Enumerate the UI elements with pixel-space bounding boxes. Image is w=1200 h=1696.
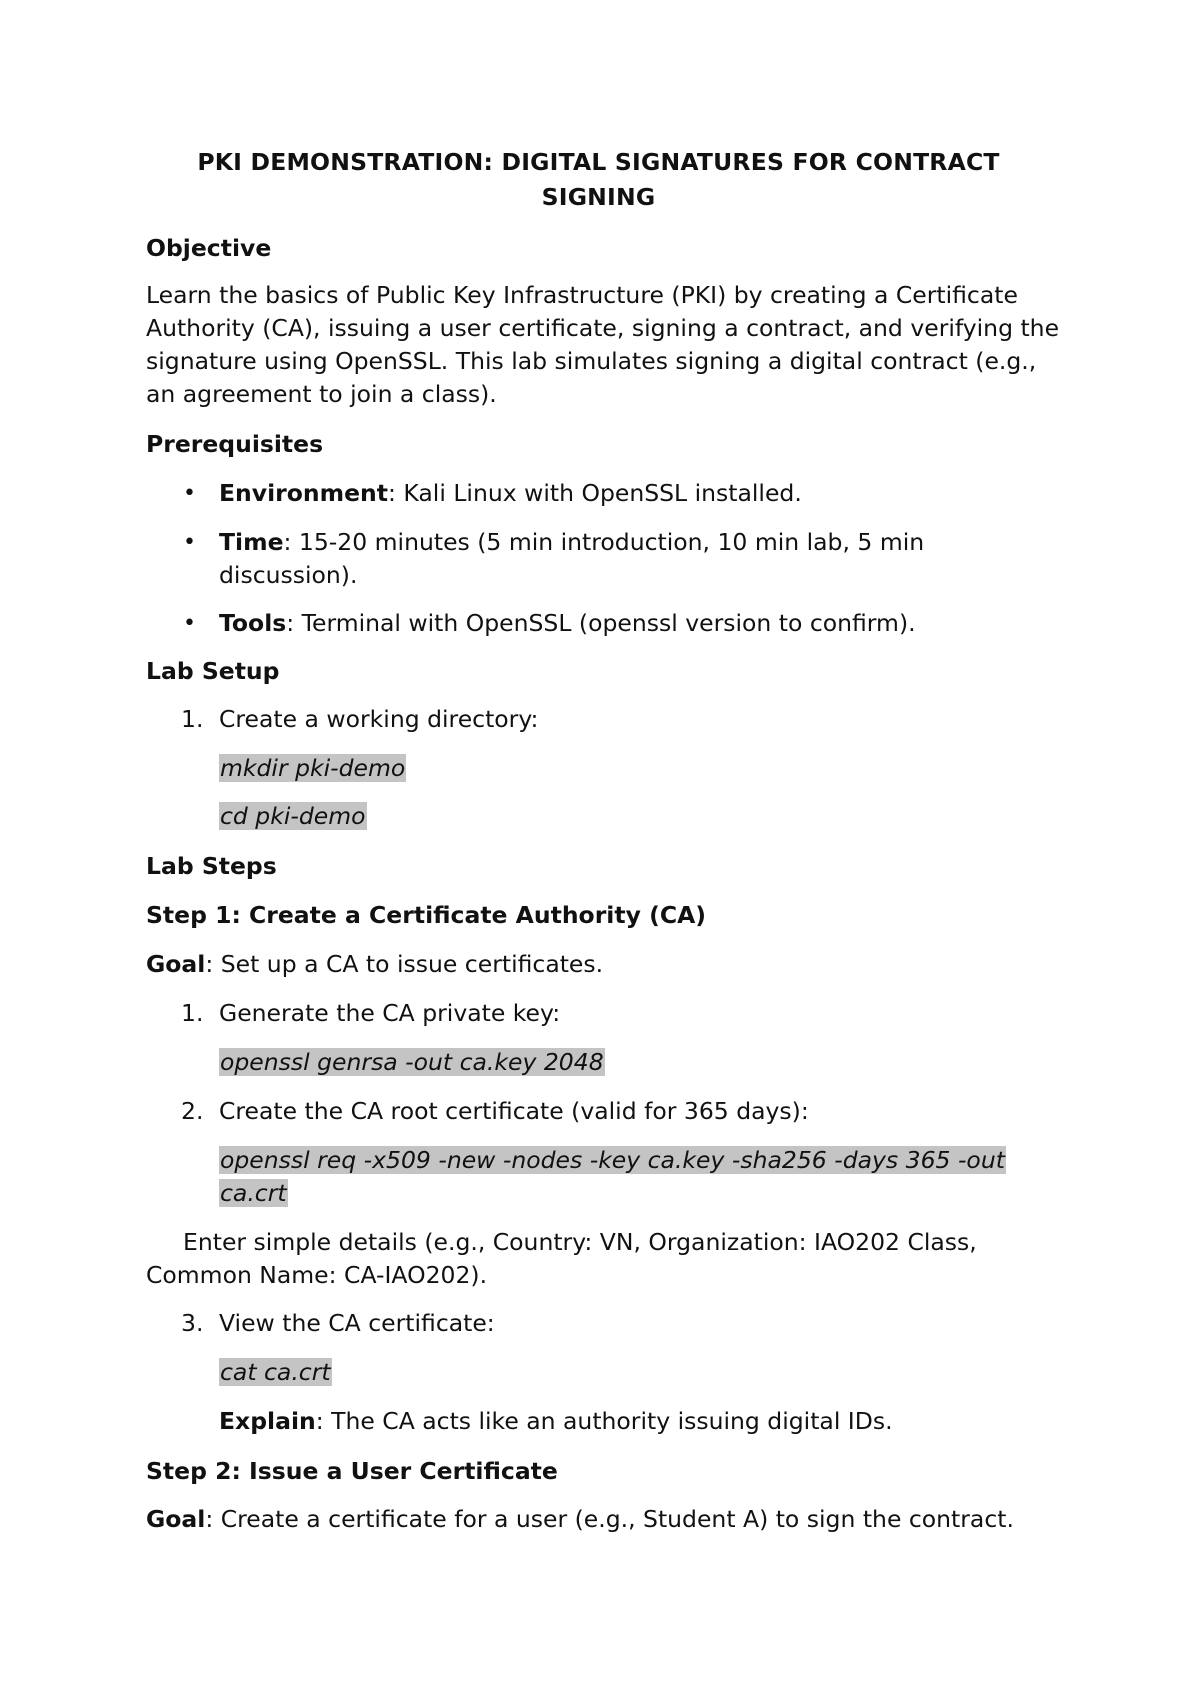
bullet-marker: •	[183, 481, 196, 506]
prereq-item-tools	[219, 607, 1064, 640]
code-block	[219, 1046, 1064, 1079]
goal-label: Goal	[146, 1505, 206, 1533]
list-number: 3.	[181, 1309, 204, 1337]
prereq-text: : 15-20 minutes (5 min introduction, 10 min lab, 5 min discussion).	[219, 528, 925, 589]
lab-setup-step-text: Create a working directory:	[219, 705, 539, 733]
code-cat: cat ca.crt	[220, 1358, 331, 1386]
step1-explain	[219, 1405, 1064, 1438]
step1-goal	[146, 948, 603, 981]
prereq-item-time	[219, 526, 1064, 592]
document-title: PKI DEMONSTRATION: DIGITAL SIGNATURES FOR CONTRACT SIGNING	[197, 148, 1000, 211]
prereq-text: : Kali Linux with OpenSSL installed.	[388, 479, 802, 507]
objective-text: Learn the basics of Public Key Infrastructure (PKI) by creating a Certificate Authority (CA), issuing a user certificate, signing a contract, and verifying the signature using OpenSSL. This lab simulates signing a digital contract (e.g., an agreement to join a class).	[146, 281, 1060, 408]
objective-heading: Objective	[146, 234, 272, 262]
bullet-marker: •	[183, 530, 196, 555]
explain-label: Explain	[219, 1407, 316, 1435]
code-mkdir: mkdir pki-demo	[220, 754, 406, 782]
prereq-label: Time	[219, 528, 284, 556]
step1-item-text: Generate the CA private key:	[219, 999, 561, 1027]
code-block	[219, 800, 1064, 833]
goal-label: Goal	[146, 950, 206, 978]
code-block	[219, 752, 1064, 785]
step1-item-text: View the CA certificate:	[219, 1309, 495, 1337]
code-block	[219, 1144, 1064, 1210]
step1-heading: Step 1: Create a Certificate Authority (CA)	[146, 901, 706, 929]
code-genrsa: openssl genrsa -out ca.key 2048	[220, 1048, 604, 1076]
step1-note: Enter simple details (e.g., Country: VN, Organization: IAO202 Class, Common Name: CA-IAO202).	[146, 1228, 977, 1289]
bullet-marker: •	[183, 611, 196, 636]
list-number: 1.	[181, 705, 204, 733]
goal-text: : Set up a CA to issue certificates.	[205, 950, 604, 978]
lab-steps-heading: Lab Steps	[146, 852, 277, 880]
goal-text: : Create a certificate for a user (e.g., Student A) to sign the contract.	[205, 1505, 1014, 1533]
prereq-label: Environment	[219, 479, 389, 507]
code-req-line1: openssl req -x509 -new -nodes -key ca.key -sha256 -days 365 -out	[220, 1146, 1005, 1174]
prereq-label: Tools	[219, 609, 287, 637]
list-number: 1.	[181, 999, 204, 1027]
code-cd: cd pki-demo	[220, 802, 366, 830]
prerequisites-heading: Prerequisites	[146, 430, 324, 458]
lab-setup-heading: Lab Setup	[146, 657, 280, 685]
explain-text: : The CA acts like an authority issuing digital IDs.	[315, 1407, 893, 1435]
step2-goal	[146, 1503, 1014, 1536]
step1-item-text: Create the CA root certificate (valid for 365 days):	[219, 1097, 809, 1125]
code-block	[219, 1356, 1064, 1389]
list-number: 2.	[181, 1097, 204, 1125]
prereq-item-environment	[219, 477, 1064, 510]
prereq-text: : Terminal with OpenSSL (openssl version to confirm).	[286, 609, 916, 637]
code-req-line2: ca.crt	[220, 1179, 287, 1207]
step2-heading: Step 2: Issue a User Certificate	[146, 1457, 558, 1485]
